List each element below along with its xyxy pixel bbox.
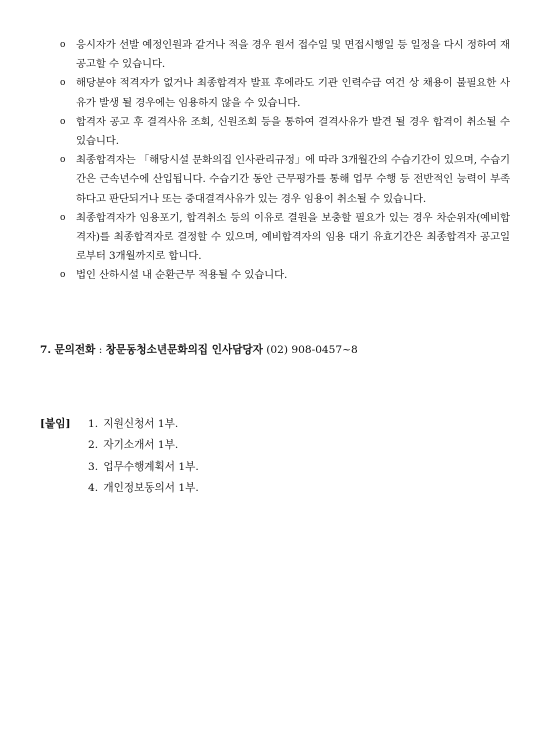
attachment-text: 지원신청서 1부.	[103, 418, 179, 430]
contact-label: 문의전화	[54, 344, 96, 356]
contact-separator: :	[98, 344, 103, 356]
attachment-text: 자기소개서 1부.	[103, 439, 179, 452]
notice-list	[60, 36, 510, 286]
attachment-index: 4.	[88, 482, 99, 495]
attachment-item	[88, 435, 199, 456]
bullet-icon: o	[60, 212, 66, 223]
notice-item	[60, 74, 510, 112]
notice-item	[60, 266, 510, 285]
section-number: 7.	[40, 344, 52, 356]
attachment-index: 3.	[88, 460, 99, 473]
notice-text: 최종합격자가 임용포기, 합격취소 등의 이유로 결원을 보충할 필요가 있는 경우 차순위자(예비합격자)를 최종합격자로 결정할 수 있으며, 예비합격자의 임용 대기 유효기간은 최종합격자 공고일로부터 3개월까지로 합니다.	[76, 211, 510, 263]
attachment-item	[88, 457, 199, 478]
contact-phone: (02) 908-0457~8	[266, 344, 358, 356]
notice-text: 응시자가 선발 예정인원과 같거나 적을 경우 원서 접수일 및 면접시행일 등 일정을 다시 정하여 재공고할 수 있습니다.	[76, 39, 510, 71]
notice-text: 최종합격자는 「해당시설 문화의집 인사관리규정」에 따라 3개월간의 수습기간이 있으며, 수습기간은 근속년수에 산입됩니다. 수습기간 동안 근무평가를 통해 업무 수행 등 전반적인 능력이 부족하다고 판단되거나 또는 중대결격사유가 있는 경우 임용이 취소될 수 있습니다.	[76, 154, 510, 205]
notice-text: 해당분야 적격자가 없거나 최종합격자 발표 후에라도 기관 인력수급 여건 상 채용이 불필요한 사유가 발생 될 경우에는 임용하지 않을 수 있습니다.	[76, 77, 510, 109]
attachment-index: 1.	[88, 418, 99, 430]
attachment-item	[88, 478, 199, 499]
attachment-item	[88, 414, 199, 435]
attachments-list	[88, 414, 199, 500]
attachment-index: 2.	[88, 439, 99, 452]
notice-item	[60, 209, 510, 267]
attachment-text: 개인정보동의서 1부.	[103, 482, 199, 495]
notice-text: 법인 산하시설 내 순환근무 적용될 수 있습니다.	[76, 269, 288, 282]
attachment-text: 업무수행계획서 1부.	[103, 460, 199, 473]
attachments-heading: [붙임]	[40, 418, 71, 430]
notice-item	[60, 151, 510, 209]
contact-line	[40, 340, 358, 360]
bullet-icon: o	[60, 78, 66, 89]
bullet-icon: o	[60, 155, 66, 166]
notice-item	[60, 36, 510, 74]
bullet-icon: o	[60, 40, 66, 50]
contact-organization: 창문동청소년문화의집 인사담당자	[105, 344, 263, 356]
bullet-icon: o	[60, 116, 66, 127]
notice-text: 합격자 공고 후 결격사유 조회, 신원조회 등을 통하여 결격사유가 발견 될 경우 합격이 취소될 수 있습니다.	[76, 115, 510, 148]
bullet-icon: o	[60, 270, 66, 281]
notice-item	[60, 113, 510, 151]
